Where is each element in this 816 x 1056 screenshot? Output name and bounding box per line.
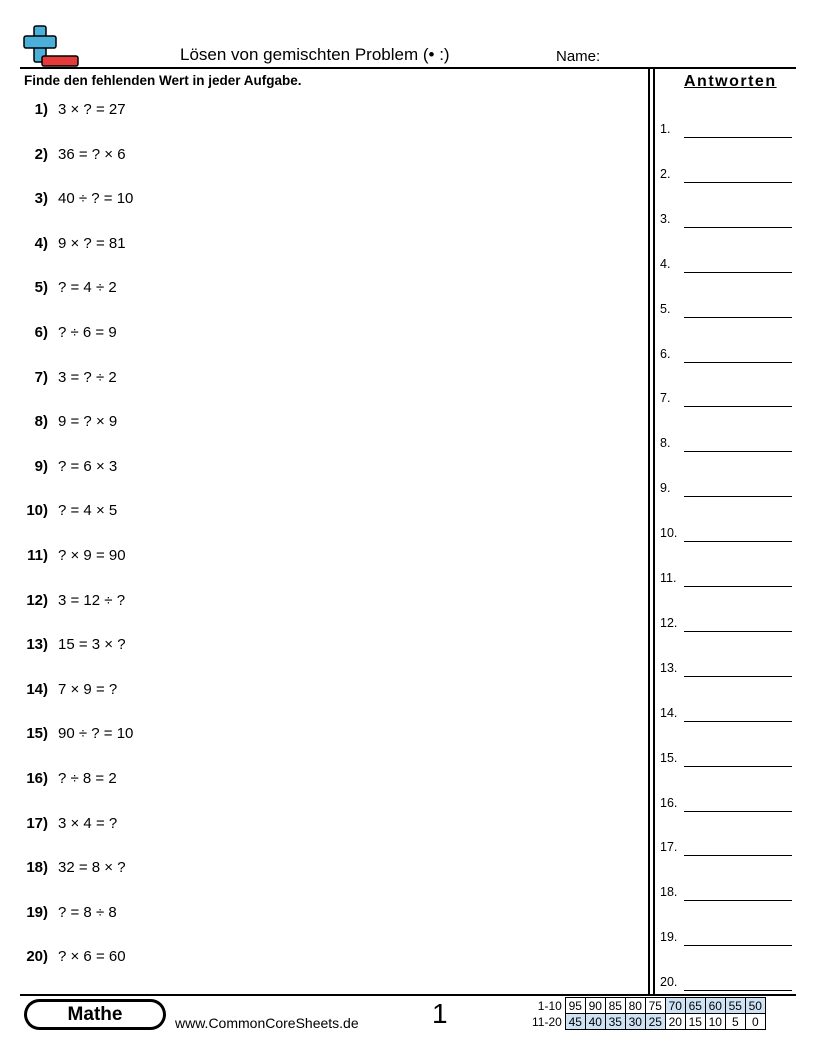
problem-number: 18): [26, 859, 48, 877]
problem-expression: 3 = 12 ÷ ?: [58, 591, 126, 609]
answer-blank[interactable]: [660, 345, 794, 365]
answer-blank[interactable]: [660, 838, 794, 858]
answer-line: [684, 990, 792, 991]
answer-number: 14.: [660, 705, 678, 720]
answer-line: [684, 227, 792, 228]
problem-number: 9): [34, 457, 48, 475]
answer-line: [684, 272, 792, 273]
score-cell: 60: [705, 998, 725, 1014]
answer-number: 16.: [660, 795, 678, 810]
score-cell: 25: [645, 1014, 665, 1030]
answer-line: [684, 721, 792, 722]
answer-blank[interactable]: [660, 210, 794, 230]
subject-badge: [24, 999, 166, 1030]
answer-number: 1.: [660, 122, 671, 136]
problem-number: 5): [34, 279, 48, 297]
answer-number: 15.: [660, 750, 678, 765]
problem-expression: 15 = 3 × ?: [58, 636, 126, 654]
header-divider: [20, 67, 796, 69]
answer-blank[interactable]: [660, 389, 794, 409]
answer-number: 8.: [660, 436, 671, 451]
answer-line: [684, 945, 792, 946]
problem-expression: ? ÷ 6 = 9: [58, 324, 117, 341]
score-cell: 75: [645, 998, 665, 1014]
score-cell: 85: [605, 998, 625, 1014]
answer-blank[interactable]: [660, 300, 794, 320]
problem-number: 13): [26, 636, 48, 654]
answer-blank[interactable]: [660, 165, 794, 185]
problem-expression: ? = 4 ÷ 2: [58, 279, 117, 297]
answer-blank[interactable]: [660, 883, 794, 903]
problem-expression: ? = 4 × 5: [58, 502, 118, 520]
answer-line: [684, 317, 792, 318]
answer-line: [684, 766, 792, 767]
answer-line: [684, 811, 792, 812]
answer-line: [684, 900, 792, 901]
problem-expression: 7 × 9 = ?: [58, 680, 118, 698]
problem-expression: 40 ÷ ? = 10: [58, 190, 134, 208]
answer-number: 6.: [660, 346, 671, 361]
answer-blank[interactable]: [660, 749, 794, 769]
problem-expression: 3 × ? = 27: [58, 101, 126, 118]
problem-number: 1): [34, 101, 48, 118]
score-cell: 70: [665, 998, 685, 1014]
problem-expression: 9 × ? = 81: [58, 234, 126, 252]
score-cell: 40: [585, 1014, 605, 1030]
answer-line: [684, 137, 792, 138]
answer-number: 7.: [660, 391, 671, 406]
page-number: 1: [432, 998, 448, 1029]
answer-number: 12.: [660, 615, 678, 630]
footer-divider: [20, 994, 796, 996]
problem-expression: 32 = 8 × ?: [58, 859, 126, 877]
score-cell: 45: [565, 1014, 585, 1030]
answer-blank[interactable]: [660, 255, 794, 275]
problem-expression: 9 = ? × 9: [58, 413, 118, 431]
answer-number: 20.: [660, 975, 678, 990]
answer-number: 4.: [660, 256, 671, 271]
problem-number: 7): [34, 368, 48, 386]
answer-number: 3.: [660, 211, 671, 226]
score-cell: 35: [605, 1014, 625, 1030]
answer-blank[interactable]: [660, 973, 794, 993]
answer-blank[interactable]: [660, 614, 794, 634]
score-cell: 5: [725, 1014, 745, 1030]
answer-blank[interactable]: [660, 434, 794, 454]
score-row: [530, 998, 765, 1014]
score-cell: 30: [625, 1014, 645, 1030]
problem-number: 6): [34, 324, 48, 341]
problem-expression: ? × 6 = 60: [58, 948, 126, 966]
answer-number: 5.: [660, 301, 671, 316]
score-cell: 90: [585, 998, 605, 1014]
answer-blank[interactable]: [660, 794, 794, 814]
problem-expression: 3 × 4 = ?: [58, 814, 118, 832]
score-cell: 65: [685, 998, 705, 1014]
answer-number: 19.: [660, 930, 678, 945]
score-cell: 20: [665, 1014, 685, 1030]
answer-line: [684, 676, 792, 677]
problem-number: 17): [26, 814, 48, 832]
answer-number: 9.: [660, 481, 671, 496]
problem-expression: ? × 9 = 90: [58, 547, 126, 564]
column-divider: [648, 67, 650, 995]
problem-expression: 90 ÷ ? = 10: [58, 725, 134, 743]
math-logo-icon: [22, 24, 80, 68]
answer-number: 13.: [660, 660, 678, 675]
problem-number: 16): [26, 770, 48, 787]
score-table: [530, 997, 766, 1030]
answer-number: 10.: [660, 526, 678, 541]
problem-number: 19): [26, 903, 48, 921]
score-cell: 55: [725, 998, 745, 1014]
problem-expression: 3 = ? ÷ 2: [58, 368, 117, 386]
score-cell: 15: [685, 1014, 705, 1030]
name-label: Name:: [556, 48, 601, 65]
problem-number: 14): [26, 680, 48, 698]
score-cell: 50: [745, 998, 765, 1014]
column-divider: [653, 67, 655, 995]
problem-expression: ? = 8 ÷ 8: [58, 903, 117, 921]
problem-expression: ? ÷ 8 = 2: [58, 770, 117, 787]
answer-line: [684, 631, 792, 632]
score-range-label: 1-10: [537, 998, 562, 1013]
score-cell: 95: [565, 998, 585, 1014]
score-cell: 10: [705, 1014, 725, 1030]
problem-number: 8): [34, 413, 48, 431]
score-row: [530, 1014, 765, 1030]
answer-blank[interactable]: [660, 524, 794, 544]
problem-number: 20): [26, 948, 48, 966]
answer-blank[interactable]: [660, 928, 794, 948]
answer-blank[interactable]: [660, 479, 794, 499]
site-url: www.CommonCoreSheets.de: [175, 1015, 359, 1031]
problem-number: 2): [34, 145, 48, 163]
answer-number: 2.: [660, 166, 671, 181]
subject-label: Mathe: [27, 1002, 163, 1027]
answer-line: [684, 855, 792, 856]
answer-number: 11.: [660, 571, 677, 585]
answer-blank[interactable]: [660, 120, 794, 140]
answer-line: [684, 451, 792, 452]
score-cell: 0: [745, 1014, 765, 1030]
answers-title: Antworten: [684, 73, 777, 90]
score-cell: 80: [625, 998, 645, 1014]
page-title: Lösen von gemischten Problem (• :): [180, 45, 450, 64]
problem-number: 10): [26, 502, 48, 520]
answer-line: [684, 586, 792, 587]
problem-expression: ? = 6 × 3: [58, 457, 118, 475]
problem-number: 4): [34, 234, 48, 252]
problem-number: 15): [26, 725, 48, 743]
problem-number: 12): [26, 591, 48, 609]
instructions: Finde den fehlenden Wert in jeder Aufgabe.: [24, 73, 302, 88]
answer-blank[interactable]: [660, 569, 794, 589]
answer-blank[interactable]: [660, 659, 794, 679]
problem-expression: 36 = ? × 6: [58, 145, 126, 163]
problem-number: 3): [34, 190, 48, 208]
answer-line: [684, 541, 792, 542]
answer-number: 18.: [660, 885, 678, 900]
answer-line: [684, 362, 792, 363]
answer-blank[interactable]: [660, 704, 794, 724]
answer-line: [684, 182, 792, 183]
answer-line: [684, 496, 792, 497]
score-range-label: 11-20: [532, 1014, 562, 1029]
problem-number: 11): [27, 547, 48, 564]
answer-number: 17.: [660, 840, 678, 855]
answer-line: [684, 406, 792, 407]
